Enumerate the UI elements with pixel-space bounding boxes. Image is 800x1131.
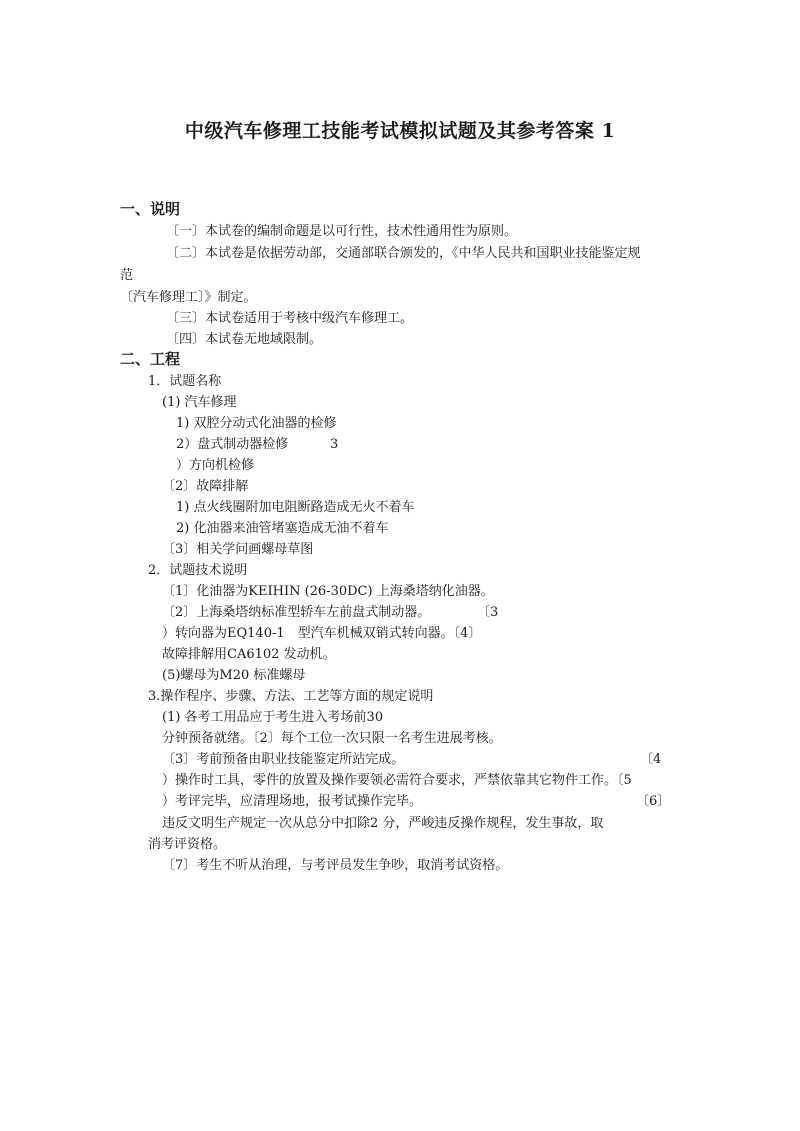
spec-carburetor: 〔1〕化油器为KEIHIN (26-30DC) 上海桑塔纳化油器。: [162, 584, 494, 599]
spec-number-3: 〔3: [477, 605, 499, 620]
instruction-line-2-end: 〔汽车修理工〕》制定。: [120, 290, 257, 305]
section-heading-instructions: 一、说明: [120, 200, 181, 218]
instruction-line-2: 〔二〕本试卷是依据劳动部，交通部联合颁发的，《中华人民共和国职业技能鉴定规: [166, 246, 641, 261]
rule-6-cont: 消考评资格。: [148, 837, 227, 852]
instruction-line-3: 〔三〕本试卷适用于考核中级汽车修理工。: [166, 311, 414, 326]
rule-1-cont: 分钟预备就绪。〔2〕每个工位一次只限一名考生进展考核。: [162, 731, 502, 746]
spec-engine: 故障排解用CA6102 发动机。: [162, 647, 336, 662]
spec-nut: (5)螺母为M20 标准螺母: [162, 668, 306, 683]
item-number-3: 3: [330, 437, 339, 452]
rule-number-6: 〔6〕: [636, 794, 671, 809]
item-steering-repair: ）方向机检修: [176, 458, 255, 473]
item-car-repair: (1) 汽车修理: [162, 395, 237, 410]
item-troubleshooting: 〔2〕故障排解: [162, 479, 249, 494]
rule-4: ）操作时工具，零件的放置及操作要领必需符合要求，严禁依靠其它物件工作。〔5: [162, 773, 632, 788]
rule-6: 违反文明生产规定一次从总分中扣除2 分，严峻违反操作规程，发生事故，取: [162, 816, 604, 831]
item-procedure-rules: 3.操作程序、步骤、方法、工艺等方面的规定说明: [148, 689, 434, 704]
item-ignition-fault: 1) 点火线圈附加电阻断路造成无火不着车: [176, 500, 415, 515]
instruction-line-1: 〔一〕本试卷的编制命题是以可行性，技术性通用性为原则。: [166, 224, 518, 239]
rule-7: 〔7〕考生不听从治理，与考评员发生争吵，取消考试资格。: [162, 858, 509, 873]
spec-brake: 〔2〕上海桑塔纳标准型轿车左前盘式制动器。: [162, 605, 431, 620]
section-heading-project: 二、工程: [120, 350, 181, 368]
spec-steering-gear: ）转向器为EQ140-1 型汽车机械双销式转向器。〔4〕: [162, 626, 482, 641]
instruction-line-2-cont: 范: [120, 268, 134, 283]
rule-number-4: 〔4: [640, 752, 662, 767]
item-tech-specs: 2．试题技术说明: [148, 563, 248, 578]
item-nut-sketch: 〔3〕相关学问画螺母草图: [162, 542, 314, 557]
instruction-line-4: 〔四〕本试卷无地域限制。: [166, 332, 323, 347]
item-carburetor-repair: 1) 双腔分动式化油器的检修: [176, 416, 337, 431]
rule-5: ）考评完毕，应清理场地，报考试操作完毕。: [162, 794, 423, 809]
item-exam-names: 1．试题名称: [148, 374, 222, 389]
rule-1: (1) 各考工用品应于考生进入考场前30: [162, 710, 384, 725]
item-fuel-fault: 2) 化油器来油管堵塞造成无油不着车: [176, 521, 389, 536]
rule-3: 〔3〕考前预备由职业技能鉴定所站完成。: [162, 752, 405, 767]
document-title: 中级汽车修理工技能考试模拟试题及其参考答案 1: [184, 120, 616, 142]
item-disc-brake-repair: 2）盘式制动器检修: [176, 437, 289, 452]
